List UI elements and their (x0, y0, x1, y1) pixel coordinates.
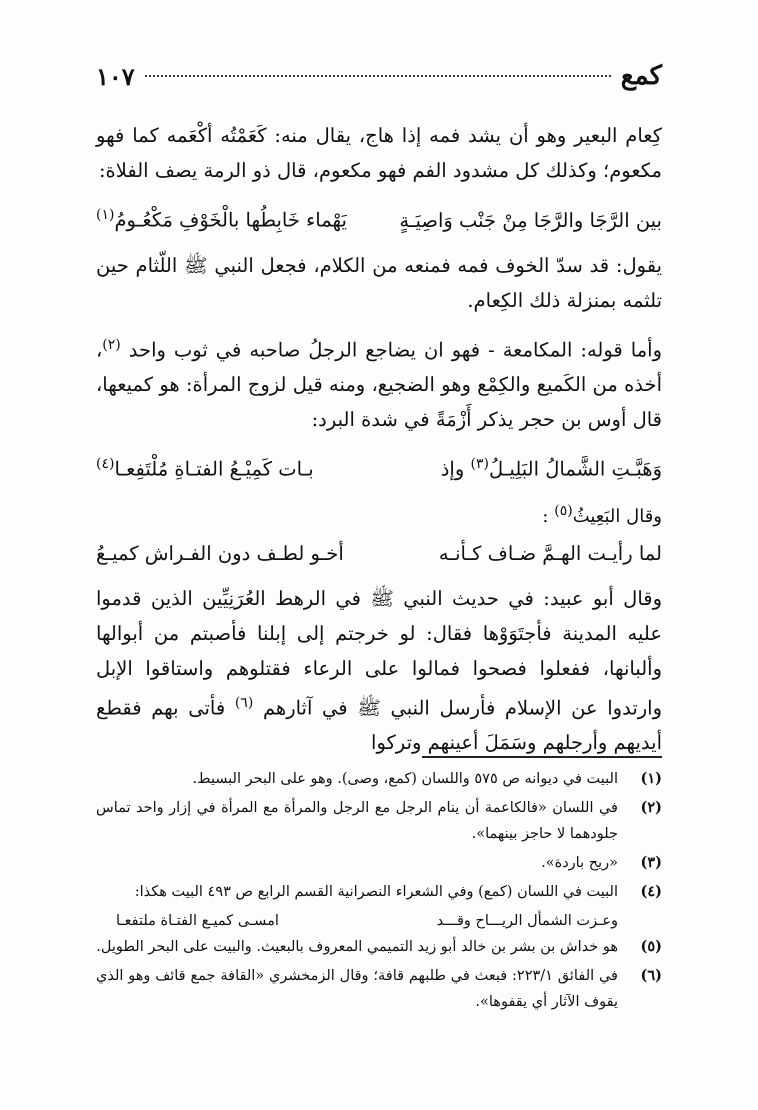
footnote-ref-3: (٣) (470, 456, 489, 472)
footnote-text: البيت في اللسان (كمع) وفي الشعراء النصرانية القسم الرابع ص ٤٩٣ البيت هكذا: (134, 884, 618, 900)
page-number: ١٠٧ (96, 61, 135, 91)
footnote-number: (٣) (640, 854, 662, 871)
footnote-verse-second-hemistich: امسـى كميـع الفتـاة ملتفعـا (116, 913, 279, 929)
footnote-number: (٢) (640, 799, 662, 816)
footnote-number: (١) (640, 770, 662, 787)
footnote-2 (96, 795, 662, 847)
footnote-verse-first-hemistich: وعـزت الشمأل الريـــاح وقـــد (436, 913, 618, 929)
paragraph-4: وقال أبو عبيد: في حديث النبي ﷺ في الرهط العُرَنِيِّين الذين قدموا عليه المدينة فأجتَوَوْها فقال: لو خرجتم إلى إبلنا فأصبتم من أبوالها وألبانها، ففعلوا فصحوا فمالوا على الرعاء فقتلوهم واستاقوا الإبل وارتدوا عن الإسلام فأرسل النبي ﷺ في آثارهم $^{(٦)}$ فأتى بهم فقطع أيديهم وأرجلهم وسَمَلَ أعينهم وتركوا (96, 586, 662, 754)
footnote-ref-5: (٥) (554, 502, 573, 519)
verse-1-second-hemistich: يَهْماء خَابِطُها بالْخَوْفِ مَكْعُـومُ$^{(١)}$ (96, 207, 347, 232)
paragraph-1: كِعام البعير وهو أن يشد فمه إذا هاج، يقال منه: كَعَمْتُه أكْعَمه كما فهو مكعوم؛ وكذلك كل مشدود الفم فهو مكعوم، قال ذو الرمة يصف الفلاة: (96, 124, 662, 182)
verse-3-second-hemistich: أخـو لطـف دون الفـراش كميـعُ (96, 541, 344, 565)
running-head-title: كمع (620, 61, 662, 91)
footnote-ref-2: (٢) (102, 336, 121, 353)
verse-2-second-hemistich: بـات كَمِيْـعُ الفتـاةِ مُلْتَفِعـا$^{(٤)}$ (96, 456, 314, 481)
verse-1 (96, 198, 662, 238)
footnote-number: (٤) (640, 883, 662, 900)
footnote-3 (96, 850, 662, 876)
footnote-text: البيت في ديوانه ص ٥٧٥ واللسان (كمع، وصى). وهو على البحر البسيط. (192, 771, 618, 787)
footnote-4-verse (96, 908, 662, 934)
footnote-ref-4: (٤) (96, 456, 115, 472)
footnote-text: «ريح باردة». (541, 855, 618, 871)
footnote-text: في اللسان «فالكاعمة أن ينام الرجل مع الرجل والمرأة مع المرأة في إزار واحد تماس جلودهما لا حاجز بينهما». (96, 800, 618, 842)
footnote-1 (96, 766, 662, 792)
paragraph-2: يقول: قد سدّ الخوف فمه فمنعه من الكلام، فجعل النبي ﷺ اللّثام حين تلثمه بمنزلة ذلك الكِعام. (96, 253, 662, 312)
footnote-number: (٦) (640, 967, 662, 984)
page-header (96, 58, 662, 94)
footnote-ref-6: (٦) (234, 694, 254, 711)
paragraph-3: وأما قوله: المكامعة - فهو ان يضاجع الرجلُ صاحبه في ثوب واحد $^{(٢)}$، أخذه من الكَميع والكِمْع وهو الضجيع، ومنه قيل لزوج المرأة: هو كميعها، قال أوس بن حجر يذكر أَزْمَةً في شدة البرد: (96, 336, 662, 431)
verse-3 (96, 537, 662, 571)
footnote-ref-1: (١) (96, 207, 115, 223)
footnote-separator (422, 756, 662, 758)
footnote-4 (96, 879, 662, 905)
verse-2 (96, 447, 662, 487)
footnote-text: هو خداش بن بشر بن خالد أبو زيد التميمي المعروف بالبعيث. والبيت على البحر الطويل. (96, 939, 618, 955)
verse-2-first-hemistich: وَهَبَّـتِ الشَّمالُ البَلِيـلُ$^{(٣)}$ وإذ (440, 456, 662, 481)
verse-1-first-hemistich: بين الرَّجَا والرَّجَا مِنْ جَنْب وَاصِيَـةٍ (399, 208, 662, 232)
footnote-text: في الفائق ٢٢٣/١: فبعث في طلبهم قافة؛ وقال الزمخشري «القافة جمع قائف وهو الذي يقوف الآثار أي يقفوها». (96, 968, 618, 1010)
footnote-6 (96, 963, 662, 1015)
footnote-number: (٥) (640, 938, 662, 955)
verse-3-first-hemistich: لما رأيـت الهـمَّ ضـاف كـأنـه (438, 541, 662, 565)
footnote-5 (96, 934, 662, 960)
footnotes (96, 766, 662, 1018)
header-dotted-rule (145, 75, 611, 77)
poet-attribution: وقال البَعِيثُ$^{(٥)}$ : (542, 502, 662, 527)
main-text (96, 118, 662, 770)
